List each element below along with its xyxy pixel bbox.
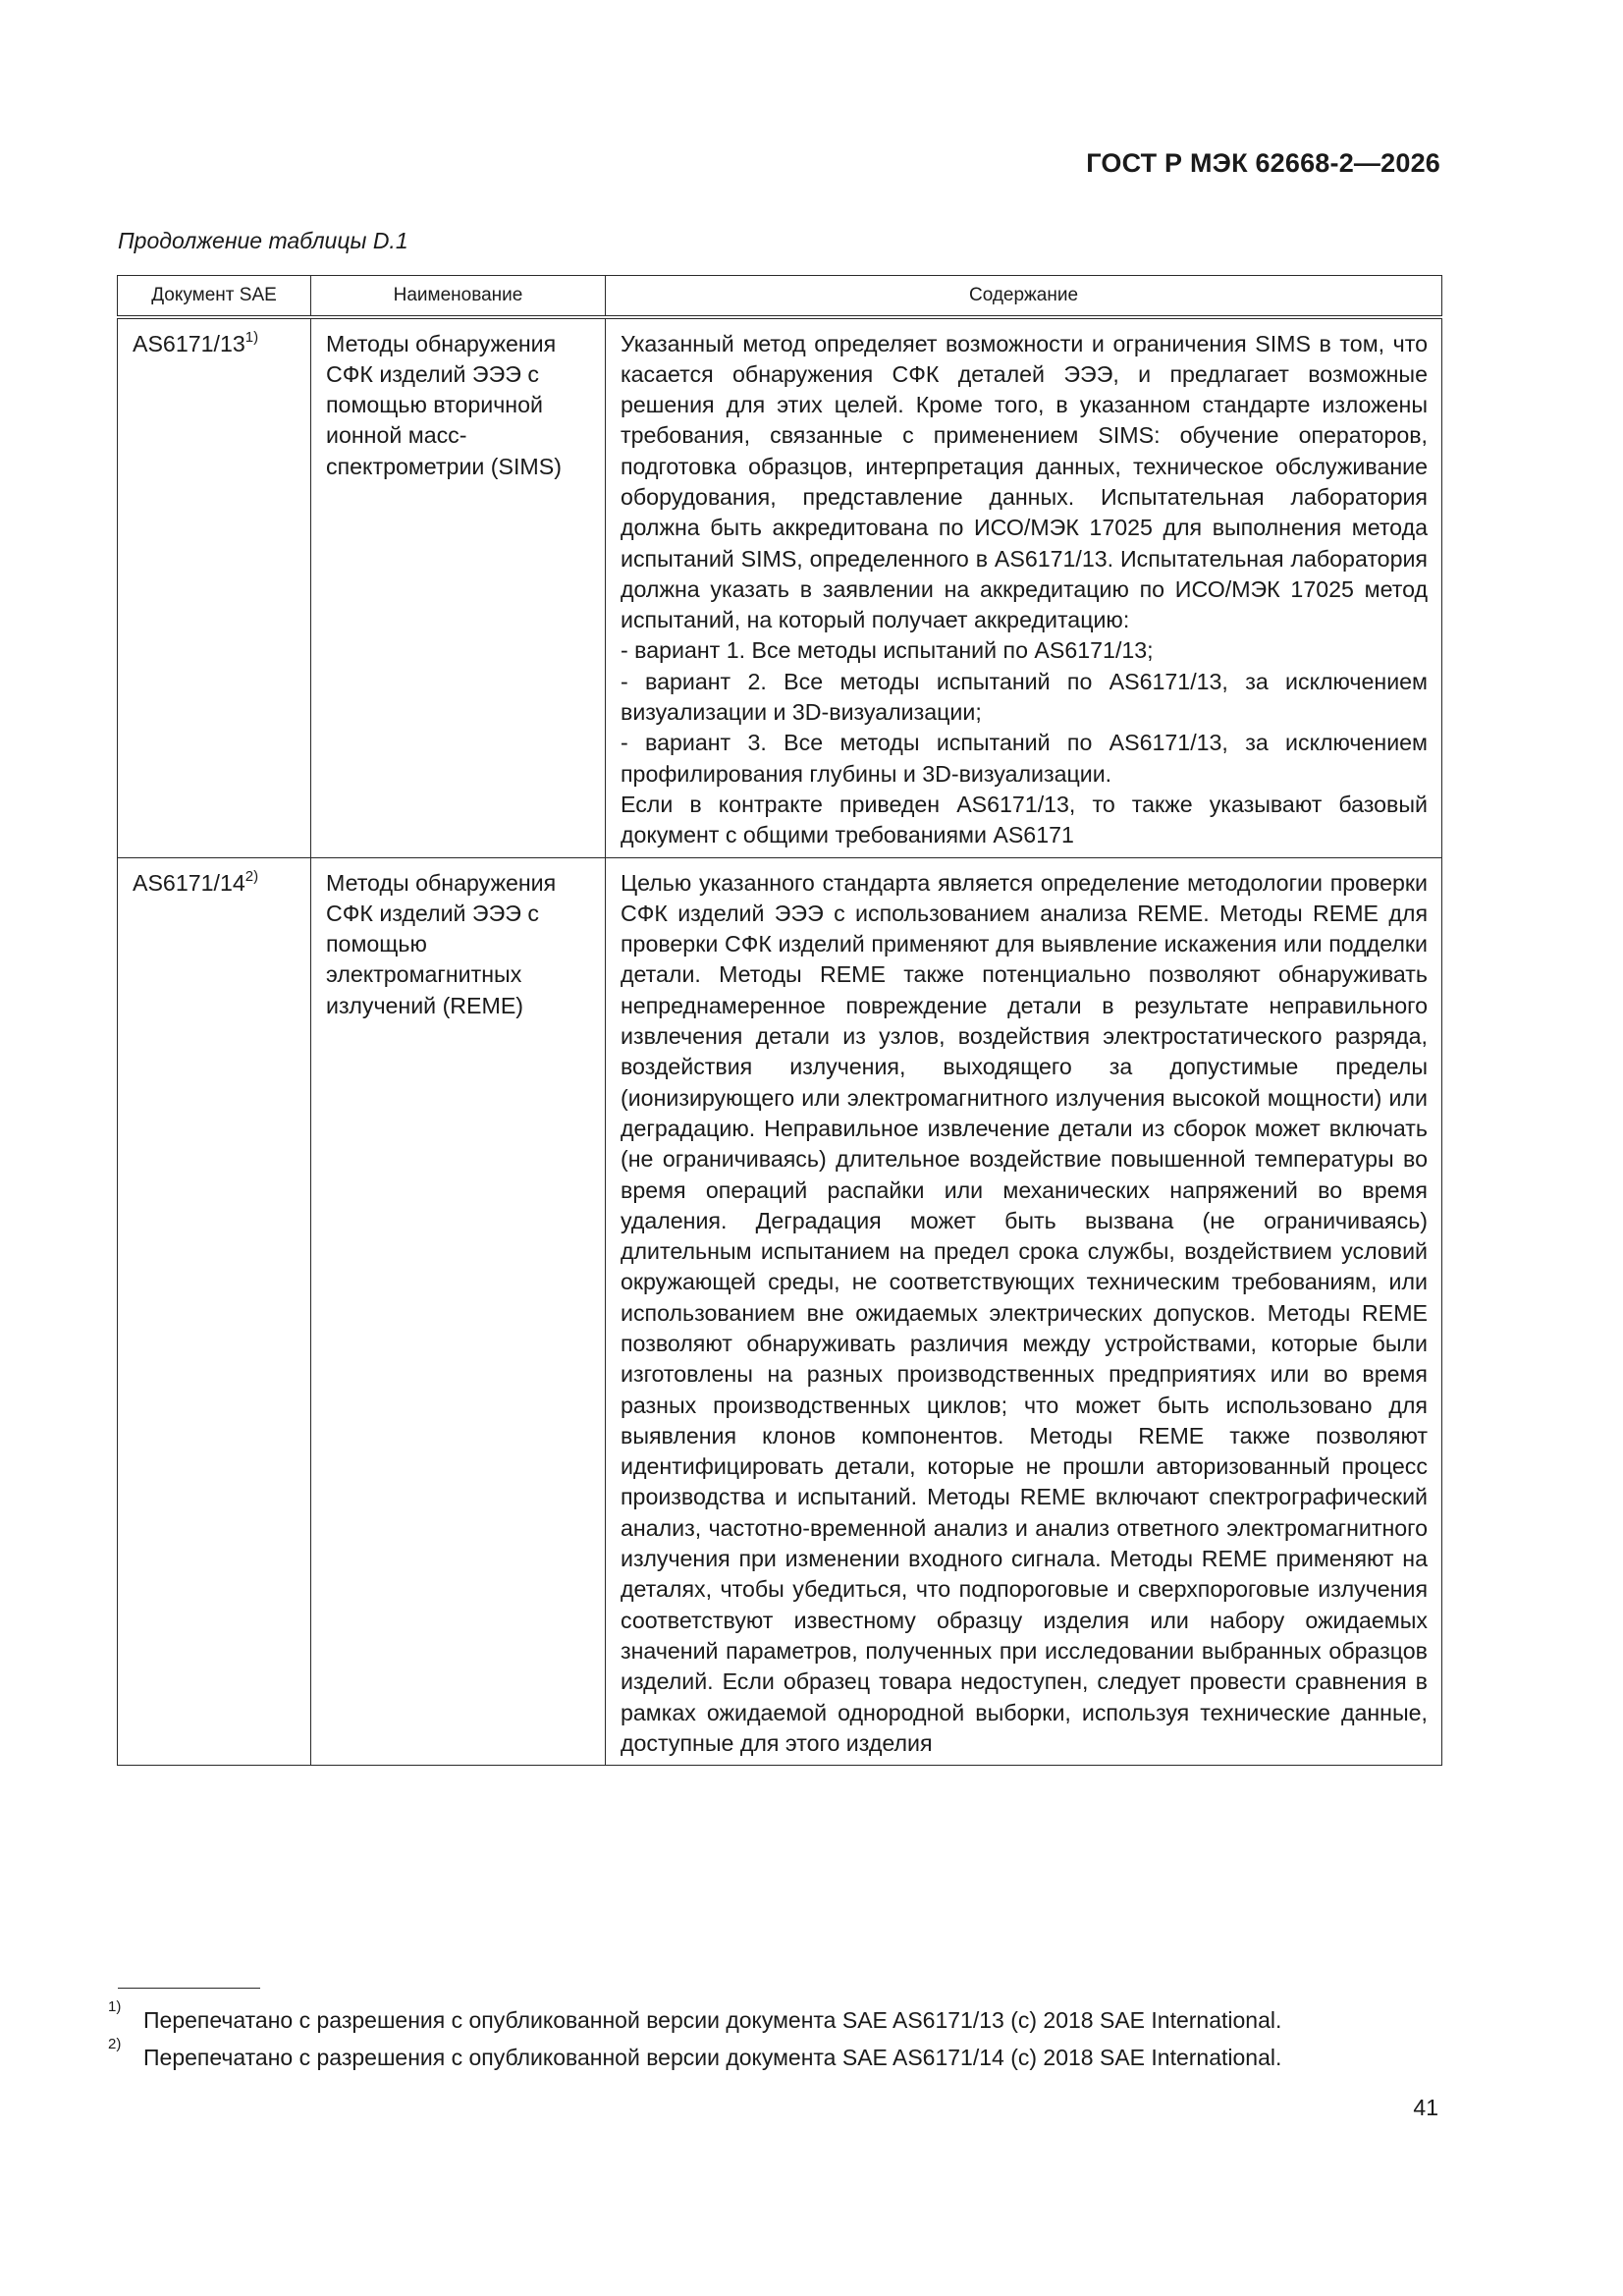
table-header-row xyxy=(118,276,1442,317)
document-name: Методы обнаружения СФК изделий ЭЭЭ с помощью вторичной ионной масс-спектрометрии (SIMS) xyxy=(326,330,562,479)
footnote-ref: 1) xyxy=(244,328,259,346)
column-header-document: Документ SAE xyxy=(118,276,311,317)
document-cell xyxy=(118,317,311,858)
content-cell xyxy=(606,317,1442,858)
footnote-mark: 2) xyxy=(108,2036,122,2052)
content-text: Целью указанного стандарта является определение методологии проверки СФК изделий ЭЭЭ с использованием анализа REME. Методы REME для проверки СФК изделий применяют для выявление искажения или подделки детали. Методы REME также потенциально позволяют обнаруживать непреднамеренное повреждение детали в результате неправильного извлечения детали из узлов, воздействия электростатического разряда, воздействия излучения, выходящего за допустимые пределы (ионизирующего или электромагнитного излучения высокой мощности) или деградацию. Неправильное извлечение детали из сборок может включать (не ограничиваясь) длительное воздействие повышенной температуры во время операций распайки или механических напряжений во время удаления. Деградация может быть вызвана (не ограничиваясь) длительным испытанием на предел срока службы, воздействием условий окружающей среды, не соответствующих техническим требованиям, или использованием вне ожидаемых электрических допусков. Методы REME позволяют обнаруживать различия между устройствами, которые были изготовлены на разных производственных предприятиях или во время разных производственных циклов; что может быть использовано для выявления клонов компонентов. Методы REME также позволяют идентифицировать детали, которые не прошли авторизованный процесс производства и испытаний. Методы REME включают спектрографический анализ, частотно-временной анализ и анализ ответного электромагнитного излучения при изменении входного сигнала. Методы REME применяют на деталях, чтобы убедиться, что подпороговые и сверхпороговые излучения соответствуют известному образцу изделия или набору ожидаемых значений параметров, полученных при исследовании выбранных образцов изделий. Если образец товара недоступен, следует провести сравнения в рамках ожидаемой однородной выборки, используя технические данные, доступные для этого изделия xyxy=(621,869,1428,1756)
option-item: - вариант 1. Все методы испытаний по AS6171/13; xyxy=(621,637,1154,664)
footnote-text: Перепечатано с разрешения с опубликованной версии документа SAE AS6171/13 (c) 2018 SAE International. xyxy=(143,2007,1282,2033)
standard-code: ГОСТ Р МЭК 62668-2—2026 xyxy=(1086,148,1440,178)
footnote-mark: 1) xyxy=(108,1998,122,2015)
document-id: AS6171/13 xyxy=(133,330,245,356)
footnote xyxy=(108,1998,1282,2034)
column-header-name: Наименование xyxy=(311,276,606,317)
document-id: AS6171/14 xyxy=(133,869,245,896)
content-outro: Если в контракте приведен AS6171/13, то также указывают базовый документ с общими требованиями AS6171 xyxy=(621,791,1428,848)
footnote-divider xyxy=(118,1988,260,1989)
name-cell xyxy=(311,857,606,1766)
page-number: 41 xyxy=(1413,2095,1438,2120)
document-cell xyxy=(118,857,311,1766)
table-row xyxy=(118,317,1442,858)
table-row xyxy=(118,857,1442,1766)
option-item: - вариант 3. Все методы испытаний по AS6171/13, за исключением профилирования глубины и 3D-визуализации. xyxy=(621,730,1428,787)
document-name: Методы обнаружения СФК изделий ЭЭЭ с помощью электромагнитных излучений (REME) xyxy=(326,869,557,1018)
content-intro: Указанный метод определяет возможности и ограничения SIMS в том, что касается обнаружения СФК деталей ЭЭЭ, и предлагает возможные решения для этих целей. Кроме того, в указанном стандарте изложены требования, связанные с применением SIMS: обучение операторов, подготовка образцов, интерпретация данных, техническое обслуживание оборудования, представление данных. Испытательная лаборатория должна быть аккредитована по ИСО/МЭК 17025 для выполнения метода испытаний SIMS, определенного в AS6171/13. Испытательная лаборатория должна указать в заявлении на аккредитацию по ИСО/МЭК 17025 метод испытаний, на который получает аккредитацию: xyxy=(621,330,1428,633)
footnote-ref: 2) xyxy=(244,867,259,885)
table-caption: Продолжение таблицы D.1 xyxy=(118,228,408,253)
footnote-text: Перепечатано с разрешения с опубликованной версии документа SAE AS6171/14 (c) 2018 SAE International. xyxy=(143,2045,1282,2070)
column-header-content: Содержание xyxy=(606,276,1442,317)
name-cell xyxy=(311,317,606,858)
sae-documents-table xyxy=(117,275,1442,1766)
content-cell xyxy=(606,857,1442,1766)
footnote xyxy=(108,2036,1282,2071)
option-item: - вариант 2. Все методы испытаний по AS6171/13, за исключением визуализации и 3D-визуализации; xyxy=(621,668,1428,726)
